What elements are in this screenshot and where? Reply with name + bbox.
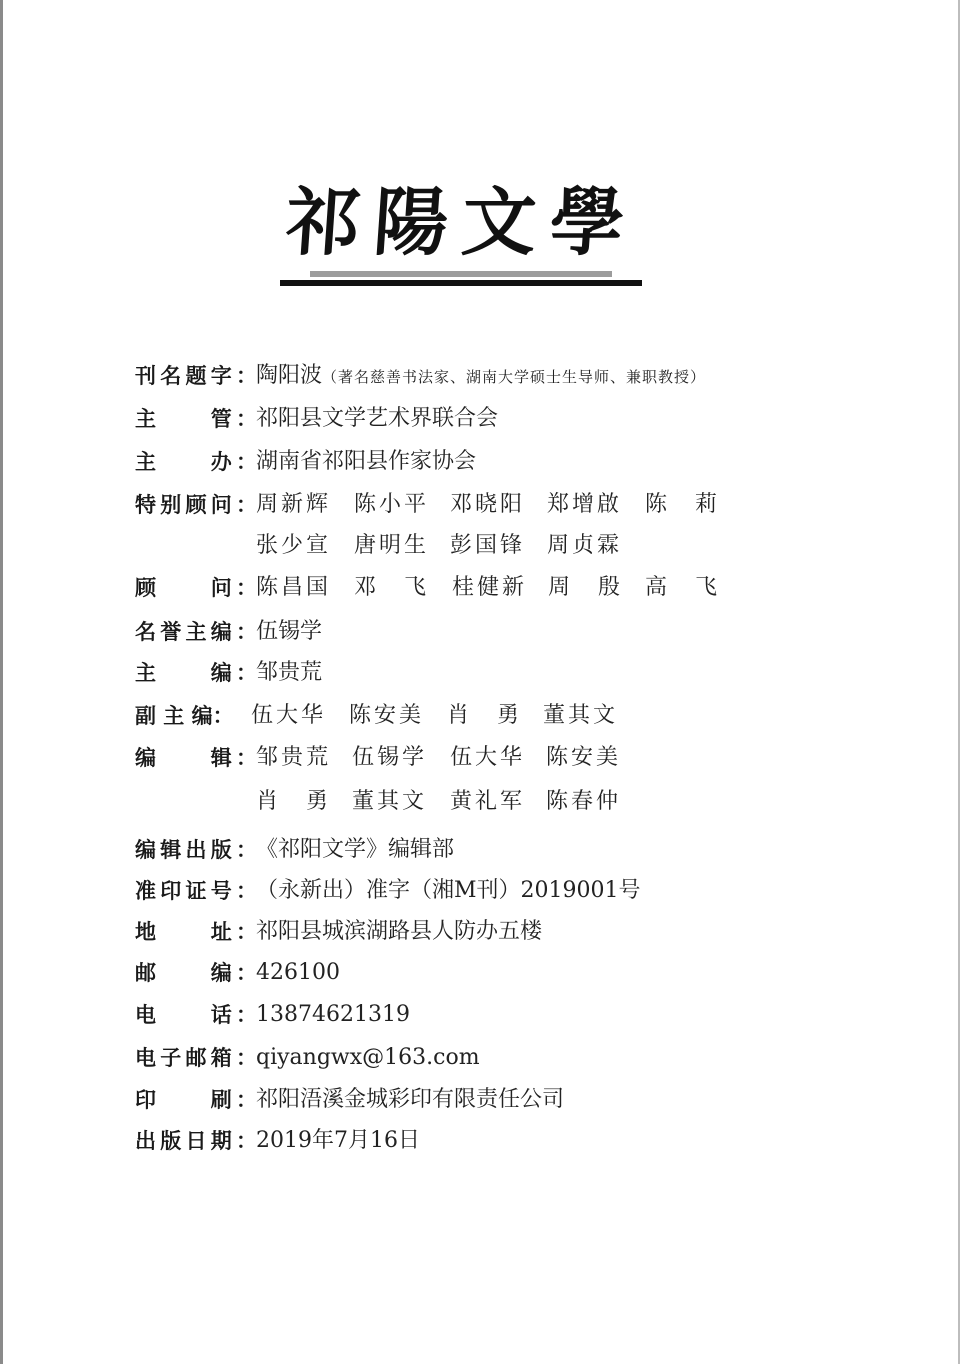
value-sponsor: 湖南省祁阳县作家协会	[256, 449, 477, 474]
person-name: 黄礼军	[450, 789, 522, 814]
person-name: 陈春仲	[546, 789, 618, 814]
person-name: 陈昌国	[256, 575, 328, 600]
label-sponsor: 主 办：	[135, 450, 257, 474]
value-calligraphy	[256, 356, 706, 397]
masthead-black-rule	[280, 280, 642, 286]
value-permit: （永新出）准字（湘M刊）2019001号	[256, 878, 641, 903]
label-special-advisors: 特别顾问：	[135, 493, 257, 517]
calligrapher-note: （著名慈善书法家、湖南大学硕士生导师、兼职教授）	[322, 368, 707, 386]
person-name: 陈安美	[546, 745, 618, 770]
label-printer: 印 刷：	[135, 1088, 257, 1112]
label-deputy-editors: 副 主 编：	[135, 704, 234, 728]
person-name: 郑增啟	[547, 492, 619, 517]
value-address: 祁阳县城滨湖路县人防办五楼	[256, 919, 543, 944]
label-address: 地 址：	[135, 920, 257, 944]
person-name: 陈小平	[354, 492, 426, 517]
person-name: 陈 莉	[645, 492, 717, 517]
person-name: 董其文	[543, 703, 615, 728]
person-name: 彭国锋	[450, 533, 522, 558]
value-printer: 祁阳浯溪金城彩印有限责任公司	[256, 1087, 565, 1112]
person-name: 周新辉	[256, 492, 328, 517]
value-email: qiyangwx@163.com	[256, 1045, 480, 1070]
masthead-gray-rule	[310, 271, 612, 277]
person-name: 肖 勇	[256, 789, 328, 814]
person-name: 肖 勇	[447, 703, 519, 728]
person-name: 唐明生	[354, 533, 426, 558]
label-honorary-editor: 名誉主编：	[135, 620, 257, 644]
person-name: 高 飞	[645, 575, 717, 600]
masthead	[280, 168, 644, 296]
value-chief-editor: 邹贵荒	[256, 660, 323, 685]
person-name: 邓晓阳	[450, 492, 522, 517]
value-honorary-editor: 伍锡学	[256, 619, 323, 644]
masthead-title: 祁陽文學	[282, 180, 642, 266]
label-editors: 编 辑：	[135, 746, 257, 770]
person-name: 伍大华	[450, 745, 522, 770]
label-pub-date: 出版日期：	[135, 1129, 257, 1153]
label-publisher: 编辑出版：	[135, 838, 257, 862]
value-postcode: 426100	[256, 960, 340, 985]
label-chief-editor: 主 编：	[135, 661, 257, 685]
page-edge-left	[0, 0, 3, 1364]
person-name: 桂健新	[452, 575, 524, 600]
label-supervisor: 主 管：	[135, 407, 257, 431]
person-name: 周 殷	[548, 575, 620, 600]
person-name: 周贞霖	[547, 533, 619, 558]
value-phone: 13874621319	[256, 1002, 410, 1027]
value-pub-date: 2019年7月16日	[256, 1128, 420, 1153]
label-advisors: 顾 问：	[135, 576, 257, 600]
person-name: 伍大华	[251, 703, 323, 728]
person-name: 陈安美	[349, 703, 421, 728]
label-permit: 准印证号：	[135, 879, 257, 903]
person-name: 邓 飞	[354, 575, 426, 600]
person-name: 张少宣	[256, 533, 328, 558]
value-publisher: 《祁阳文学》编辑部	[256, 837, 455, 862]
calligrapher-name: 陶阳波	[256, 363, 323, 388]
value-supervisor: 祁阳县文学艺术界联合会	[256, 406, 499, 431]
label-email: 电子邮箱：	[135, 1046, 257, 1070]
label-calligraphy: 刊名题字：	[135, 364, 257, 388]
label-postcode: 邮 编：	[135, 961, 257, 985]
person-name: 董其文	[352, 789, 424, 814]
person-name: 邹贵荒	[256, 745, 328, 770]
person-name: 伍锡学	[352, 745, 424, 770]
label-phone: 电 话：	[135, 1003, 257, 1027]
